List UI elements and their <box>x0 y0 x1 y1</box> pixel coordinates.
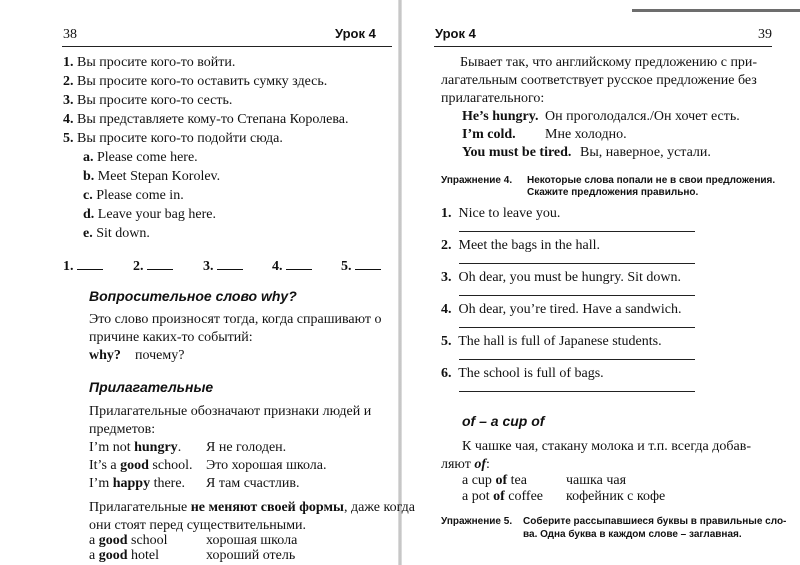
answer-blank[interactable]: 5. <box>341 258 381 275</box>
page-number: 39 <box>758 27 772 42</box>
example-en: It’s a good school. <box>89 458 193 473</box>
why-example-en: why? <box>89 348 121 363</box>
list-item: 1. Вы просите кого-то войти. <box>63 55 236 70</box>
exercise-item: 6. The school is full of bags. <box>441 366 604 381</box>
cup-text-line1: К чашке чая, стакану молока и т.п. всегда добав- <box>462 439 752 454</box>
exercise-instruction-line1: Соберите рассыпавшиеся буквы в правильные сло- <box>523 516 787 527</box>
header-title: Урок 4 <box>435 26 476 41</box>
list-item: e. Sit down. <box>83 226 150 241</box>
exercise-item: 2. Meet the bags in the hall. <box>441 238 601 253</box>
answer-line[interactable] <box>459 327 695 328</box>
header-title: Урок 4 <box>335 26 376 41</box>
phrase-ru: хорошая школа <box>206 533 298 548</box>
exercise-item: 5. The hall is full of Japanese students. <box>441 334 662 349</box>
intro-example-en: He’s hungry. <box>462 109 539 124</box>
intro-example-ru: Он проголодался./Он хочет есть. <box>545 109 740 124</box>
why-example-ru: почему? <box>135 348 185 363</box>
example-ru: Я там счастлив. <box>206 476 300 491</box>
page-number: 38 <box>63 27 77 42</box>
cup-example-ru: кофейник с кофе <box>566 489 666 504</box>
exercise-label: Упражнение 5. <box>441 516 513 527</box>
header-rule <box>62 46 392 47</box>
example-en: I’m happy there. <box>89 476 186 491</box>
intro-example-en: You must be tired. <box>462 145 572 160</box>
phrase-en: a good school <box>89 533 168 548</box>
answer-blank[interactable]: 1. <box>63 258 103 275</box>
list-item: 5. Вы просите кого-то подойти сюда. <box>63 131 283 146</box>
list-item: a. Please come here. <box>83 150 198 165</box>
exercise-instruction-line2: ва. Одна буква в каждом слове – заглавная. <box>523 529 742 540</box>
list-item: d. Leave your bag here. <box>83 207 216 222</box>
adjectives-rule-line1: Прилагательные не меняют своей формы, даже когда <box>89 500 415 515</box>
example-en: I’m not hungry. <box>89 440 182 455</box>
why-text-line1: Это слово произносят тогда, когда спрашивают о <box>89 312 382 327</box>
header-rule <box>434 46 772 47</box>
list-item: 3. Вы просите кого-то сесть. <box>63 93 233 108</box>
answer-line[interactable] <box>459 295 695 296</box>
example-ru: Я не голоден. <box>206 440 287 455</box>
example-ru: Это хорошая школа. <box>206 458 327 473</box>
answer-blank[interactable]: 4. <box>272 258 312 275</box>
answer-line[interactable] <box>459 391 695 392</box>
cup-example-en: a cup of tea <box>462 473 527 488</box>
intro-example-en: I’m cold. <box>462 127 516 142</box>
scan-edge-mark <box>632 9 800 12</box>
adjectives-rule-line2: они стоят перед существительными. <box>89 518 307 533</box>
exercise-instruction-line1: Некоторые слова попали не в свои предложения. <box>527 175 776 186</box>
cup-example-en: a pot of coffee <box>462 489 543 504</box>
answer-blank[interactable]: 3. <box>203 258 243 275</box>
cup-heading: of – a cup of <box>462 413 545 429</box>
exercise-item: 3. Oh dear, you must be hungry. Sit down. <box>441 270 682 285</box>
why-text-line2: причине каких-то событий: <box>89 330 253 345</box>
exercise-item: 1. Nice to leave you. <box>441 206 561 221</box>
cup-text-line2: ляют of: <box>441 457 490 472</box>
exercise-instruction-line2: Скажите предложения правильно. <box>527 187 699 198</box>
phrase-en: a good hotel <box>89 548 160 563</box>
answer-line[interactable] <box>459 231 695 232</box>
answer-blank[interactable]: 2. <box>133 258 173 275</box>
list-item: 4. Вы представляете кому-то Степана Королева. <box>63 112 349 127</box>
list-item: b. Meet Stepan Korolev. <box>83 169 221 184</box>
answer-line[interactable] <box>459 359 695 360</box>
cup-example-ru: чашка чая <box>566 473 627 488</box>
intro-line1: Бывает так, что английскому предложению с при- <box>460 55 758 70</box>
exercise-label: Упражнение 4. <box>441 175 513 186</box>
phrase-ru: хороший отель <box>206 548 296 563</box>
intro-example-ru: Вы, наверное, устали. <box>580 145 711 160</box>
exercise-item: 4. Oh dear, you’re tired. Have a sandwich. <box>441 302 682 317</box>
list-item: c. Please come in. <box>83 188 184 203</box>
intro-line3: прилагательного: <box>441 91 545 106</box>
why-heading: Вопросительное слово why? <box>89 288 297 304</box>
list-item: 2. Вы просите кого-то оставить сумку здесь. <box>63 74 328 89</box>
intro-line2: лагательным соответствует русское предложение без <box>441 73 757 88</box>
intro-example-ru: Мне холодно. <box>545 127 627 142</box>
adjectives-text-line2: предметов: <box>89 422 156 437</box>
answer-line[interactable] <box>459 263 695 264</box>
adjectives-heading: Прилагательные <box>89 379 214 395</box>
adjectives-text-line1: Прилагательные обозначают признаки людей и <box>89 404 372 419</box>
